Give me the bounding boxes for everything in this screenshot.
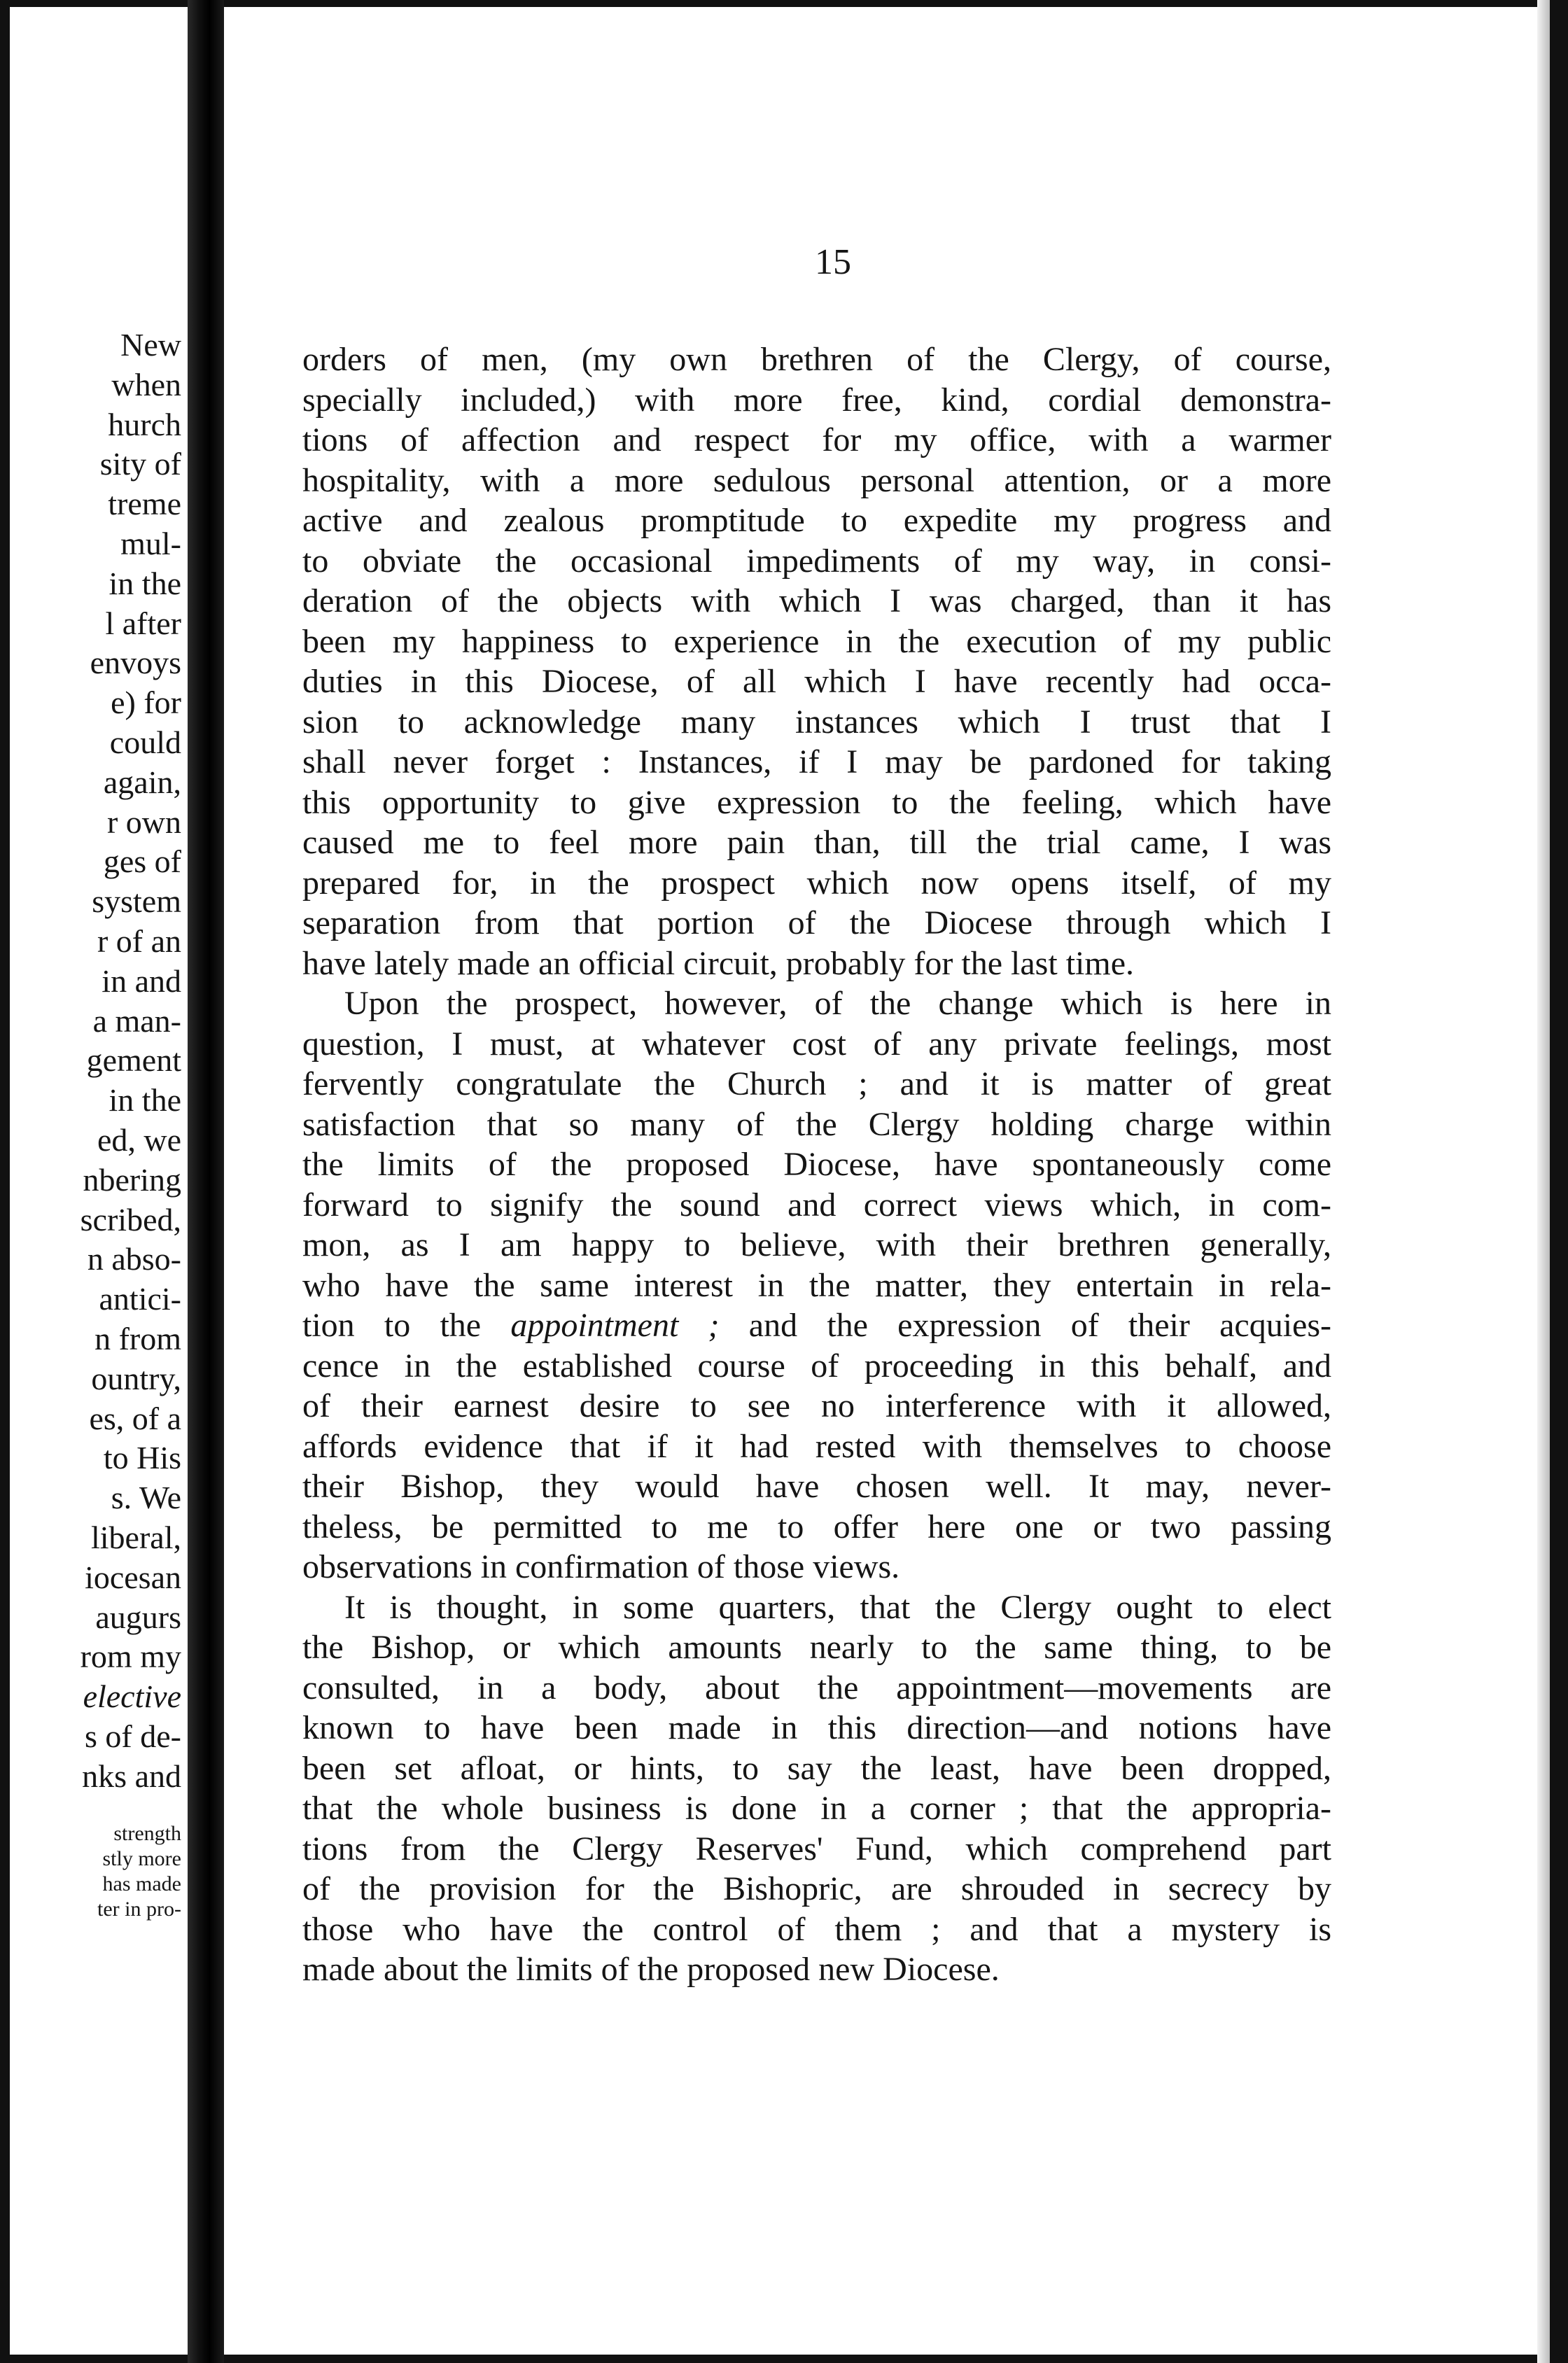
- paragraph-2: [302, 983, 1331, 1587]
- text-line: observations in confirmation of those views.: [302, 1548, 900, 1585]
- fragment-line: mul-: [120, 525, 181, 561]
- text-line: affords evidence that if it had rested with themselves to choose: [302, 1427, 1331, 1465]
- fragment-line: antici-: [99, 1281, 181, 1317]
- fragment-line: sity of: [99, 446, 181, 482]
- text-line: duties in this Diocese, of all which I have recently had occa-: [302, 663, 1331, 700]
- fragment-line: envoys: [90, 645, 181, 681]
- fragment-footnote-line: stly more: [102, 1847, 181, 1871]
- fragment-line: in the: [108, 1082, 181, 1119]
- text-line: deration of the objects with which I was charged, than it has: [302, 582, 1331, 619]
- fragment-footnote-line: ter in pro-: [97, 1898, 181, 1921]
- text-line: those who have the control of them ; and that a mystery is: [302, 1910, 1331, 1948]
- fragment-line: e) for: [111, 685, 181, 721]
- facing-page-fragment: [10, 325, 181, 1922]
- text-line: the Bishop, or which amounts nearly to the same thing, to be: [302, 1629, 1331, 1666]
- text-line: question, I must, at whatever cost of any private feelings, most: [302, 1025, 1331, 1063]
- text-line: It is thought, in some quarters, that the Clergy ought to elect: [344, 1588, 1331, 1626]
- text-line: caused me to feel more pain than, till the trial came, I was: [302, 824, 1331, 861]
- page-body: [302, 339, 1331, 1990]
- fragment-footnote-line: has made: [102, 1872, 181, 1896]
- text-line: made about the limits of the proposed new Diocese.: [302, 1951, 1000, 1988]
- text-line: mon, as I am happy to believe, with their brethren generally,: [302, 1226, 1331, 1263]
- text-line: that the whole business is done in a corner ; that the appropria-: [302, 1790, 1331, 1827]
- fragment-line: gement: [86, 1042, 181, 1079]
- fragment-line: to His: [103, 1440, 181, 1476]
- fragment-line: nbering: [83, 1161, 181, 1198]
- book-gutter: [188, 0, 224, 2363]
- text-line: separation from that portion of the Diocese through which I: [302, 904, 1331, 941]
- text-line: who have the same interest in the matter, they entertain in rela-: [302, 1266, 1331, 1304]
- fragment-line: n abso-: [87, 1241, 181, 1277]
- fragment-line: r of an: [97, 923, 181, 959]
- fragment-line: system: [92, 883, 181, 920]
- fragment-line: s of de-: [85, 1718, 181, 1754]
- text-line: their Bishop, they would have chosen well. It may, never-: [302, 1468, 1331, 1505]
- text-line: have lately made an official circuit, probably for the last time.: [302, 944, 1134, 982]
- text-line: consulted, in a body, about the appointment—movements are: [302, 1669, 1331, 1706]
- text-segment: and the expression of their acquies-: [748, 1307, 1332, 1344]
- text-line: of their earnest desire to see no interference with it allowed,: [302, 1387, 1331, 1424]
- fragment-line: in and: [102, 962, 181, 999]
- fragment-line: rom my: [80, 1639, 181, 1675]
- text-line: the limits of the proposed Diocese, have spontaneously come: [302, 1146, 1331, 1183]
- text-line: prepared for, in the prospect which now opens itself, of my: [302, 864, 1331, 902]
- text-line: Upon the prospect, however, of the change which is here in: [344, 985, 1331, 1022]
- text-line: to obviate the occasional impediments of my way, in consi-: [302, 542, 1331, 580]
- text-line: fervently congratulate the Church ; and it is matter of great: [302, 1065, 1331, 1102]
- text-line: theless, be permitted to me to offer here one or two passing: [302, 1508, 1331, 1545]
- fragment-footnote-line: strength: [113, 1822, 181, 1846]
- text-line: satisfaction that so many of the Clergy holding charge within: [302, 1105, 1331, 1143]
- fragment-line: r own: [106, 804, 181, 840]
- fragment-line: n from: [94, 1320, 181, 1356]
- fragment-line: when: [111, 366, 181, 402]
- text-line: forward to signify the sound and correct views which, in com-: [302, 1186, 1331, 1223]
- fragment-line: l after: [105, 605, 181, 641]
- fragment-line: nks and: [82, 1758, 181, 1794]
- text-line: this opportunity to give expression to the feeling, which have: [302, 783, 1331, 821]
- text-line: known to have been made in this direction—and notions have: [302, 1709, 1331, 1746]
- fragment-line: es, of a: [89, 1400, 181, 1436]
- fragment-line: s. We: [111, 1480, 181, 1516]
- text-segment: tion to the: [302, 1307, 482, 1344]
- text-line: sion to acknowledge many instances which I trust that I: [302, 703, 1331, 741]
- fragment-line: augurs: [95, 1599, 181, 1635]
- fragment-line: elective: [83, 1678, 181, 1715]
- paragraph-3: [302, 1587, 1331, 1990]
- text-line: orders of men, (my own brethren of the Clergy, of course,: [302, 341, 1331, 378]
- text-line: tions of affection and respect for my office, with a warmer: [302, 421, 1331, 458]
- text-line-with-italic: [302, 1305, 1331, 1346]
- paragraph-1: [302, 339, 1331, 983]
- fragment-line: in the: [108, 565, 181, 601]
- text-line: cence in the established course of proceeding in this behalf, and: [302, 1347, 1331, 1384]
- fragment-line: liberal,: [91, 1519, 181, 1555]
- text-line: specially included,) with more free, kind, cordial demonstra-: [302, 381, 1331, 419]
- italic-word: appointment ;: [510, 1307, 720, 1344]
- fragment-line: ountry,: [91, 1360, 181, 1396]
- text-line: tions from the Clergy Reserves' Fund, which comprehend part: [302, 1830, 1331, 1867]
- fragment-line: New: [120, 327, 181, 363]
- text-line: shall never forget : Instances, if I may be pardoned for taking: [302, 743, 1331, 780]
- text-line: been set afloat, or hints, to say the least, have been dropped,: [302, 1749, 1331, 1787]
- fragment-line: iocesan: [85, 1559, 181, 1595]
- text-line: been my happiness to experience in the execution of my public: [302, 622, 1331, 660]
- page-number: 15: [815, 242, 851, 282]
- fragment-line: hurch: [108, 406, 181, 442]
- fragment-line: ges of: [103, 843, 181, 880]
- fragment-line: treme: [108, 486, 181, 522]
- fragment-line: scribed,: [80, 1201, 181, 1237]
- text-line: active and zealous promptitude to expedite my progress and: [302, 502, 1331, 539]
- fragment-line: again,: [103, 764, 181, 800]
- fragment-gap: [10, 1796, 181, 1821]
- fragment-line: a man-: [92, 1002, 181, 1039]
- page-edge: [1537, 0, 1550, 2363]
- text-line: of the provision for the Bishopric, are shrouded in secrecy by: [302, 1870, 1331, 1907]
- text-line: hospitality, with a more sedulous personal attention, or a more: [302, 461, 1331, 499]
- fragment-line: ed, we: [97, 1121, 181, 1158]
- fragment-line: could: [109, 724, 181, 760]
